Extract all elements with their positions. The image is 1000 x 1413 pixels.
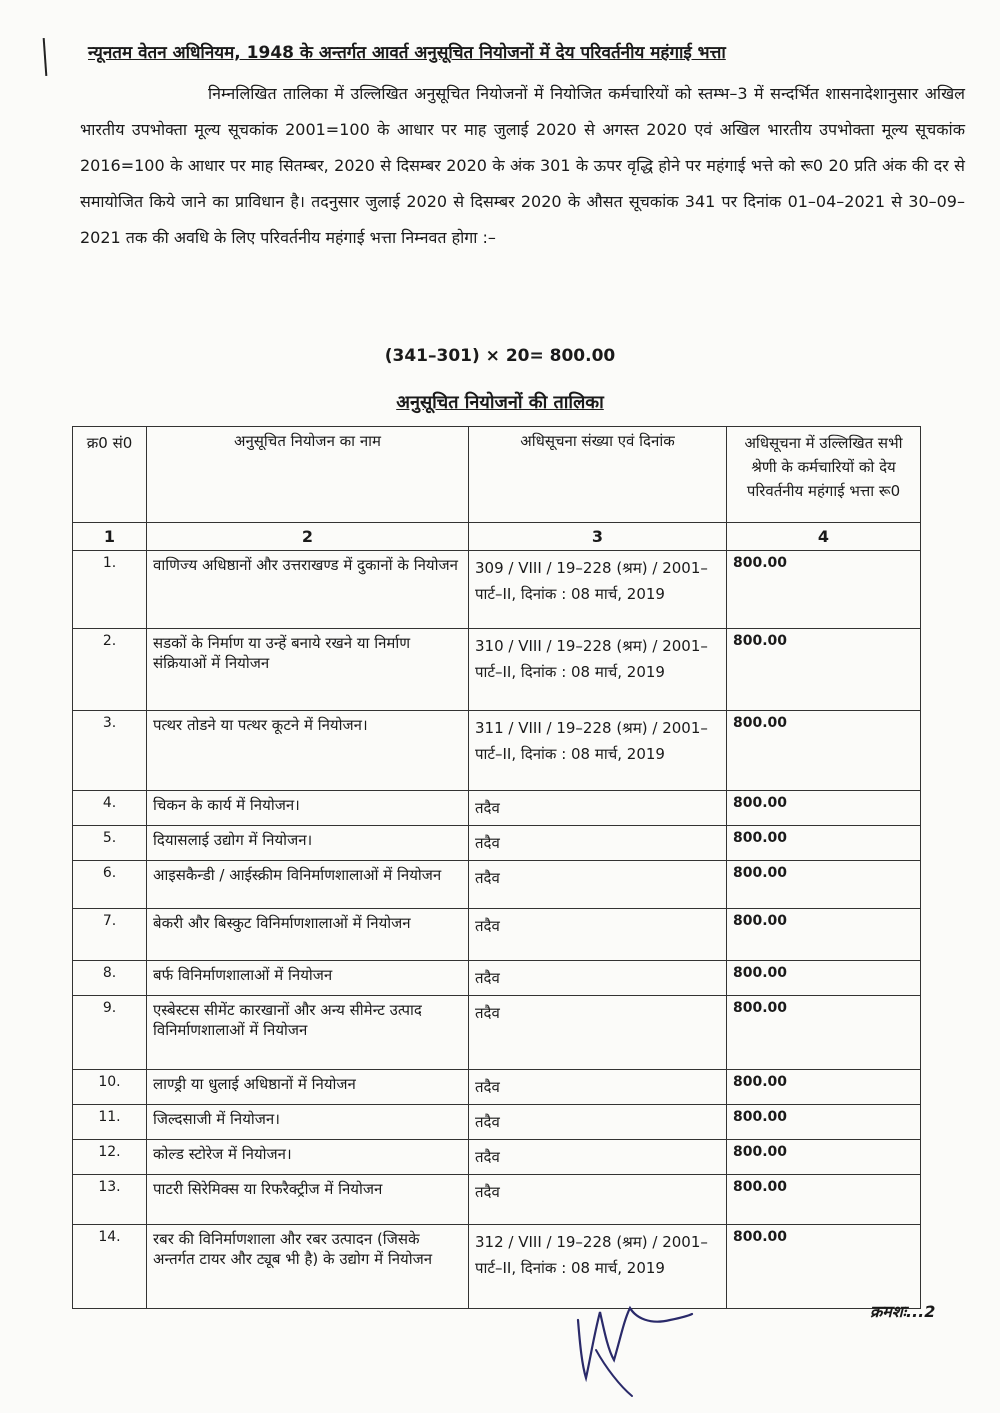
table-row bbox=[73, 996, 921, 1070]
row-notification: 311 / VIII / 19–228 (श्रम) / 2001–पार्ट–II, दिनांक : 08 मार्च, 2019 bbox=[469, 711, 727, 791]
row-serial: 4. bbox=[73, 791, 147, 826]
row-amount: 800.00 bbox=[727, 1070, 921, 1105]
row-serial: 14. bbox=[73, 1225, 147, 1309]
row-employment-name: बर्फ विनिर्माणशालाओं में नियोजन bbox=[147, 961, 469, 996]
table-body bbox=[73, 551, 921, 1309]
table-row bbox=[73, 711, 921, 791]
row-notification: तदैव bbox=[469, 861, 727, 909]
table-row bbox=[73, 909, 921, 961]
table-header-row bbox=[73, 427, 921, 523]
table-row bbox=[73, 1225, 921, 1309]
row-notification: तदैव bbox=[469, 961, 727, 996]
row-notification: 312 / VIII / 19–228 (श्रम) / 2001–पार्ट–II, दिनांक : 08 मार्च, 2019 bbox=[469, 1225, 727, 1309]
row-employment-name: लाण्ड्री या धुलाई अधिष्ठानों में नियोजन bbox=[147, 1070, 469, 1105]
table-row bbox=[73, 791, 921, 826]
row-serial: 3. bbox=[73, 711, 147, 791]
table-row bbox=[73, 629, 921, 711]
row-employment-name: वाणिज्य अधिष्ठानों और उत्तराखण्ड में दुकानों के नियोजन bbox=[147, 551, 469, 629]
row-notification: तदैव bbox=[469, 1070, 727, 1105]
table-row bbox=[73, 1140, 921, 1175]
row-amount: 800.00 bbox=[727, 1140, 921, 1175]
row-employment-name: पाटरी सिरेमिक्स या रिफरैक्ट्रीज में नियोजन bbox=[147, 1175, 469, 1225]
row-employment-name: पत्थर तोडने या पत्थर कूटने में नियोजन। bbox=[147, 711, 469, 791]
document-heading: न्यूनतम वेतन अधिनियम, 1948 के अन्तर्गत आवर्त अनुसूचित नियोजनों में देय परिवर्तनीय महंगाई भत्ता bbox=[88, 43, 726, 63]
row-amount: 800.00 bbox=[727, 791, 921, 826]
header-notification: अधिसूचना संख्या एवं दिनांक bbox=[469, 427, 727, 523]
row-employment-name: एस्बेस्टस सीमेंट कारखानों और अन्य सीमेन्ट उत्पाद विनिर्माणशालाओं में नियोजन bbox=[147, 996, 469, 1070]
row-notification: तदैव bbox=[469, 791, 727, 826]
da-formula bbox=[0, 346, 1000, 366]
row-serial: 2. bbox=[73, 629, 147, 711]
row-amount: 800.00 bbox=[727, 996, 921, 1070]
row-serial: 8. bbox=[73, 961, 147, 996]
row-employment-name: जिल्दसाजी में नियोजन। bbox=[147, 1105, 469, 1140]
column-number: 3 bbox=[469, 523, 727, 551]
row-serial: 10. bbox=[73, 1070, 147, 1105]
row-amount: 800.00 bbox=[727, 1225, 921, 1309]
margin-pen-mark bbox=[43, 38, 48, 76]
row-notification: तदैव bbox=[469, 1105, 727, 1140]
row-amount: 800.00 bbox=[727, 629, 921, 711]
row-notification: तदैव bbox=[469, 996, 727, 1070]
row-employment-name: रबर की विनिर्माणशाला और रबर उत्पादन (जिसके अन्तर्गत टायर और ट्यूब भी है) के उद्योग में नियोजन bbox=[147, 1225, 469, 1309]
row-serial: 5. bbox=[73, 826, 147, 861]
table-title: अनुसूचित नियोजनों की तालिका bbox=[396, 392, 604, 413]
continued-note: क्रमशः...2 bbox=[870, 1302, 936, 1321]
row-employment-name: दियासलाई उद्योग में नियोजन। bbox=[147, 826, 469, 861]
header-employment-name: अनुसूचित नियोजन का नाम bbox=[147, 427, 469, 523]
column-number: 4 bbox=[727, 523, 921, 551]
row-serial: 12. bbox=[73, 1140, 147, 1175]
body-paragraph: निम्नलिखित तालिका में उल्लिखित अनुसूचित नियोजनों में नियोजित कर्मचारियों को स्तम्भ–3 में सन्दर्भित शासनादेशानुसार अखिल भारतीय उपभोक्ता मूल्य सूचकांक 2001=100 के आधार पर माह जुलाई 2020 से अगस्त 2020 एवं अखिल भारतीय उपभोक्ता मूल्य सूचकांक 2016=100 के आधार पर माह सितम्बर, 2020 से दिसम्बर 2020 के अंक 301 के ऊपर वृद्धि होने पर महंगाई भत्ते को रू0 20 प्रति अंक की दर से समायोजित किये जाने का प्राविधान है। तदनुसार जुलाई 2020 से दिसम्बर 2020 के औसत सूचकांक 341 पर दिनांक 01–04–2021 से 30–09–2021 तक की अवधि के लिए परिवर्तनीय महंगाई भत्ता निम्नवत होगा :– bbox=[80, 84, 965, 247]
row-notification: 309 / VIII / 19–228 (श्रम) / 2001– पार्ट–II, दिनांक : 08 मार्च, 2019 bbox=[469, 551, 727, 629]
row-notification: तदैव bbox=[469, 1175, 727, 1225]
row-employment-name: कोल्ड स्टोरेज में नियोजन। bbox=[147, 1140, 469, 1175]
row-employment-name: सडकों के निर्माण या उन्हें बनाये रखने या निर्माण संक्रियाओं में नियोजन bbox=[147, 629, 469, 711]
row-employment-name: चिकन के कार्य में नियोजन। bbox=[147, 791, 469, 826]
row-amount: 800.00 bbox=[727, 1175, 921, 1225]
row-amount: 800.00 bbox=[727, 861, 921, 909]
row-amount: 800.00 bbox=[727, 1105, 921, 1140]
row-employment-name: आइसकैन्डी / आईस्क्रीम विनिर्माणशालाओं में नियोजन bbox=[147, 861, 469, 909]
header-serial: क्र0 सं0 bbox=[73, 427, 147, 523]
row-amount: 800.00 bbox=[727, 826, 921, 861]
column-number: 1 bbox=[73, 523, 147, 551]
schedule-table bbox=[72, 426, 921, 1309]
row-employment-name: बेकरी और बिस्कुट विनिर्माणशालाओं में नियोजन bbox=[147, 909, 469, 961]
row-serial: 13. bbox=[73, 1175, 147, 1225]
column-number-row bbox=[73, 523, 921, 551]
column-number: 2 bbox=[147, 523, 469, 551]
row-amount: 800.00 bbox=[727, 909, 921, 961]
header-allowance: अधिसूचना में उल्लिखित सभी श्रेणी के कर्मचारियों को देय परिवर्तनीय महंगाई भत्ता रू0 bbox=[727, 427, 921, 523]
row-amount: 800.00 bbox=[727, 711, 921, 791]
row-serial: 11. bbox=[73, 1105, 147, 1140]
table-row bbox=[73, 1175, 921, 1225]
table-row bbox=[73, 1105, 921, 1140]
table-row bbox=[73, 861, 921, 909]
table-row bbox=[73, 961, 921, 996]
row-amount: 800.00 bbox=[727, 961, 921, 996]
row-notification: तदैव bbox=[469, 1140, 727, 1175]
table-row bbox=[73, 826, 921, 861]
row-serial: 7. bbox=[73, 909, 147, 961]
row-notification: तदैव bbox=[469, 909, 727, 961]
row-notification: 310 / VIII / 19–228 (श्रम) / 2001–पार्ट–II, दिनांक : 08 मार्च, 2019 bbox=[469, 629, 727, 711]
row-serial: 6. bbox=[73, 861, 147, 909]
formula-text: (341–301) × 20= 800.00 bbox=[384, 346, 616, 366]
row-amount: 800.00 bbox=[727, 551, 921, 629]
signature-mark bbox=[560, 1290, 720, 1400]
row-notification: तदैव bbox=[469, 826, 727, 861]
table-row bbox=[73, 551, 921, 629]
row-serial: 1. bbox=[73, 551, 147, 629]
row-serial: 9. bbox=[73, 996, 147, 1070]
table-row bbox=[73, 1070, 921, 1105]
